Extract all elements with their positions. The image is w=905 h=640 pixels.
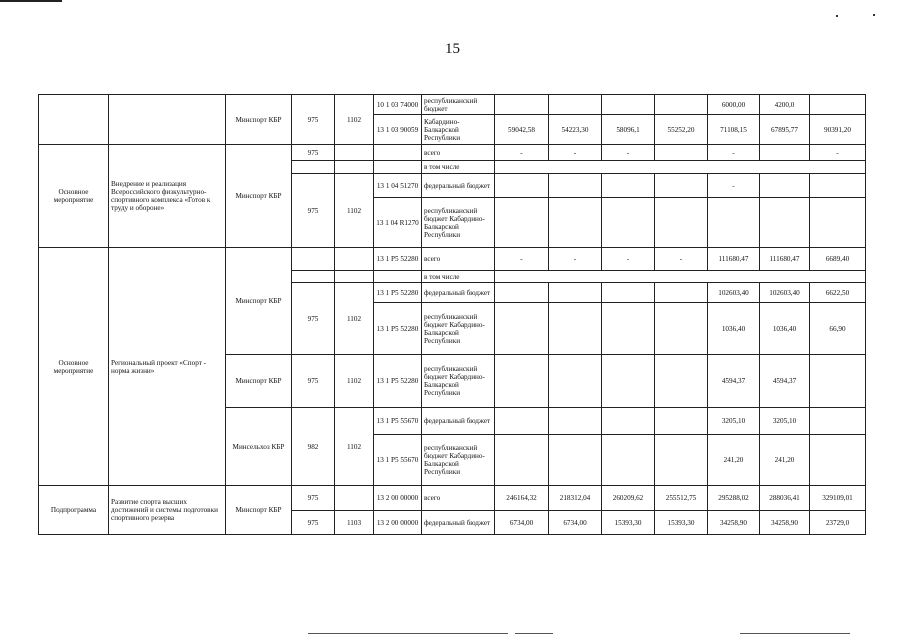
value-cell: [495, 408, 549, 435]
source-cell: федеральный бюджет: [422, 283, 495, 303]
code-cell: 13 1 03 90059: [374, 115, 422, 145]
value-cell: [549, 283, 602, 303]
value-cell: 295288,02: [708, 486, 760, 511]
value-cell: -: [810, 145, 866, 161]
value-cell: 58096,1: [602, 115, 655, 145]
value-cell: 102603,40: [760, 283, 810, 303]
value-cell: [602, 303, 655, 355]
value-cell: [708, 198, 760, 248]
rzpr-cell: 1102: [335, 408, 374, 486]
source-cell: федеральный бюджет: [422, 408, 495, 435]
value-cell: 6734,00: [549, 511, 602, 535]
rzpr-cell: 1103: [335, 511, 374, 535]
value-cell: [810, 408, 866, 435]
value-cell: 15393,30: [655, 511, 708, 535]
value-cell: 34258,90: [708, 511, 760, 535]
value-cell: 23729,0: [810, 511, 866, 535]
budget-table: [38, 94, 866, 535]
value-cell: 246164,32: [495, 486, 549, 511]
value-cell: 34258,90: [760, 511, 810, 535]
table-row: [39, 486, 866, 511]
grbs-cell: [292, 271, 335, 283]
value-cell: [602, 435, 655, 486]
scan-speck: [873, 14, 875, 16]
value-cell: [655, 408, 708, 435]
value-cell: [602, 174, 655, 198]
code-cell: 13 1 04 R1270: [374, 198, 422, 248]
source-cell: республиканский бюджет: [422, 95, 495, 115]
agency-cell: Минспорт КБР: [226, 145, 292, 248]
code-cell: 13 1 P5 52280: [374, 248, 422, 271]
code-cell: 13 1 P5 55670: [374, 408, 422, 435]
value-cell: 3205,10: [708, 408, 760, 435]
value-cell: [810, 174, 866, 198]
value-cell: 90391,20: [810, 115, 866, 145]
value-cell: [549, 95, 602, 115]
value-cell: [810, 198, 866, 248]
value-cell: -: [495, 248, 549, 271]
grbs-cell: 975: [292, 95, 335, 145]
bottom-rule: [308, 633, 508, 634]
source-cell: республиканский бюджет Кабардино-Балкарской Республики: [422, 355, 495, 408]
value-cell: [495, 271, 866, 283]
source-cell: республиканский бюджет Кабардино-Балкарской Республики: [422, 435, 495, 486]
table-row: [39, 145, 866, 161]
value-cell: [602, 283, 655, 303]
agency-cell: Минсельхоз КБР: [226, 408, 292, 486]
name-cell: [109, 95, 226, 145]
table-row: [39, 95, 866, 115]
agency-cell: Минспорт КБР: [226, 95, 292, 145]
grbs-cell: 975: [292, 355, 335, 408]
value-cell: -: [495, 145, 549, 161]
rzpr-cell: [335, 248, 374, 271]
grbs-cell: 975: [292, 174, 335, 248]
source-cell: в том числе: [422, 161, 495, 174]
value-cell: 288036,41: [760, 486, 810, 511]
source-cell: всего: [422, 486, 495, 511]
source-cell: всего: [422, 145, 495, 161]
value-cell: [495, 198, 549, 248]
code-cell: 13 1 P5 52280: [374, 283, 422, 303]
value-cell: 111680,47: [708, 248, 760, 271]
rzpr-cell: [335, 271, 374, 283]
agency-cell: Минспорт КБР: [226, 355, 292, 408]
rzpr-cell: [335, 145, 374, 161]
value-cell: 66,90: [810, 303, 866, 355]
value-cell: 71108,15: [708, 115, 760, 145]
value-cell: [495, 283, 549, 303]
value-cell: 1036,40: [760, 303, 810, 355]
value-cell: 54223,30: [549, 115, 602, 145]
value-cell: 4200,0: [760, 95, 810, 115]
value-cell: [655, 198, 708, 248]
code-cell: [374, 145, 422, 161]
rzpr-cell: [335, 486, 374, 511]
value-cell: 59042,58: [495, 115, 549, 145]
bottom-rule: [515, 633, 553, 634]
value-cell: [549, 303, 602, 355]
value-cell: [549, 198, 602, 248]
value-cell: [810, 355, 866, 408]
value-cell: 67895,77: [760, 115, 810, 145]
code-cell: 13 1 04 51270: [374, 174, 422, 198]
value-cell: 15393,30: [602, 511, 655, 535]
source-cell: Кабардино-Балкарской Республики: [422, 115, 495, 145]
value-cell: 102603,40: [708, 283, 760, 303]
rzpr-cell: 1102: [335, 283, 374, 355]
value-cell: -: [602, 248, 655, 271]
value-cell: [760, 174, 810, 198]
grbs-cell: 975: [292, 511, 335, 535]
code-cell: 13 1 P5 52280: [374, 303, 422, 355]
code-cell: 10 1 03 74000: [374, 95, 422, 115]
name-cell: Региональный проект «Спорт - норма жизни»: [109, 248, 226, 486]
source-cell: федеральный бюджет: [422, 511, 495, 535]
value-cell: [602, 408, 655, 435]
source-cell: федеральный бюджет: [422, 174, 495, 198]
code-cell: 13 1 P5 52280: [374, 355, 422, 408]
value-cell: [602, 95, 655, 115]
value-cell: -: [602, 145, 655, 161]
value-cell: 4594,37: [708, 355, 760, 408]
status-cell: [39, 95, 109, 145]
status-cell: Основное мероприятие: [39, 145, 109, 248]
value-cell: [602, 355, 655, 408]
value-cell: [760, 198, 810, 248]
value-cell: [495, 303, 549, 355]
value-cell: [810, 95, 866, 115]
rzpr-cell: 1102: [335, 355, 374, 408]
value-cell: [602, 198, 655, 248]
status-cell: Основное мероприятие: [39, 248, 109, 486]
code-cell: 13 2 00 00000: [374, 486, 422, 511]
source-cell: всего: [422, 248, 495, 271]
value-cell: 6734,00: [495, 511, 549, 535]
value-cell: [655, 145, 708, 161]
value-cell: [655, 435, 708, 486]
value-cell: [549, 408, 602, 435]
code-cell: 13 1 P5 55670: [374, 435, 422, 486]
value-cell: [655, 283, 708, 303]
value-cell: [760, 145, 810, 161]
name-cell: Развитие спорта высших достижений и системы подготовки спортивного резерва: [109, 486, 226, 535]
grbs-cell: [292, 248, 335, 271]
value-cell: [655, 303, 708, 355]
rzpr-cell: [335, 161, 374, 174]
grbs-cell: 975: [292, 486, 335, 511]
code-cell: [374, 161, 422, 174]
value-cell: 3205,10: [760, 408, 810, 435]
value-cell: [655, 174, 708, 198]
code-cell: [374, 271, 422, 283]
value-cell: [655, 95, 708, 115]
status-cell: Подпрограмма: [39, 486, 109, 535]
value-cell: [655, 355, 708, 408]
value-cell: [495, 174, 549, 198]
bottom-rule: [740, 633, 850, 634]
value-cell: -: [655, 248, 708, 271]
value-cell: [810, 435, 866, 486]
code-cell: 13 2 00 00000: [374, 511, 422, 535]
agency-cell: Минспорт КБР: [226, 248, 292, 355]
grbs-cell: [292, 161, 335, 174]
rzpr-cell: 1102: [335, 95, 374, 145]
value-cell: 6000,00: [708, 95, 760, 115]
scan-speck: [836, 15, 838, 17]
grbs-cell: 975: [292, 283, 335, 355]
name-cell: Внедрение и реализация Всероссийского физкультурно-спортивного комплекса «Готов к труду и обороне»: [109, 145, 226, 248]
grbs-cell: 982: [292, 408, 335, 486]
grbs-cell: 975: [292, 145, 335, 161]
value-cell: 260209,62: [602, 486, 655, 511]
source-cell: в том числе: [422, 271, 495, 283]
rzpr-cell: 1102: [335, 174, 374, 248]
value-cell: [495, 95, 549, 115]
value-cell: 55252,20: [655, 115, 708, 145]
value-cell: [495, 355, 549, 408]
value-cell: [549, 355, 602, 408]
value-cell: [495, 435, 549, 486]
agency-cell: Минспорт КБР: [226, 486, 292, 535]
source-cell: республиканский бюджет Кабардино-Балкарской Республики: [422, 198, 495, 248]
value-cell: 255512,75: [655, 486, 708, 511]
value-cell: 4594,37: [760, 355, 810, 408]
page-number: 15: [445, 41, 460, 57]
value-cell: -: [708, 145, 760, 161]
value-cell: [549, 174, 602, 198]
value-cell: [549, 435, 602, 486]
value-cell: 241,20: [760, 435, 810, 486]
value-cell: 1036,40: [708, 303, 760, 355]
source-cell: республиканский бюджет Кабардино-Балкарской Республики: [422, 303, 495, 355]
value-cell: -: [708, 174, 760, 198]
table-row: [39, 248, 866, 271]
value-cell: 241,20: [708, 435, 760, 486]
value-cell: 6689,40: [810, 248, 866, 271]
value-cell: -: [549, 248, 602, 271]
value-cell: 6622,50: [810, 283, 866, 303]
value-cell: -: [549, 145, 602, 161]
value-cell: 329109,01: [810, 486, 866, 511]
value-cell: 111680,47: [760, 248, 810, 271]
value-cell: [495, 161, 866, 174]
top-left-rule: [0, 0, 62, 2]
value-cell: 218312,04: [549, 486, 602, 511]
